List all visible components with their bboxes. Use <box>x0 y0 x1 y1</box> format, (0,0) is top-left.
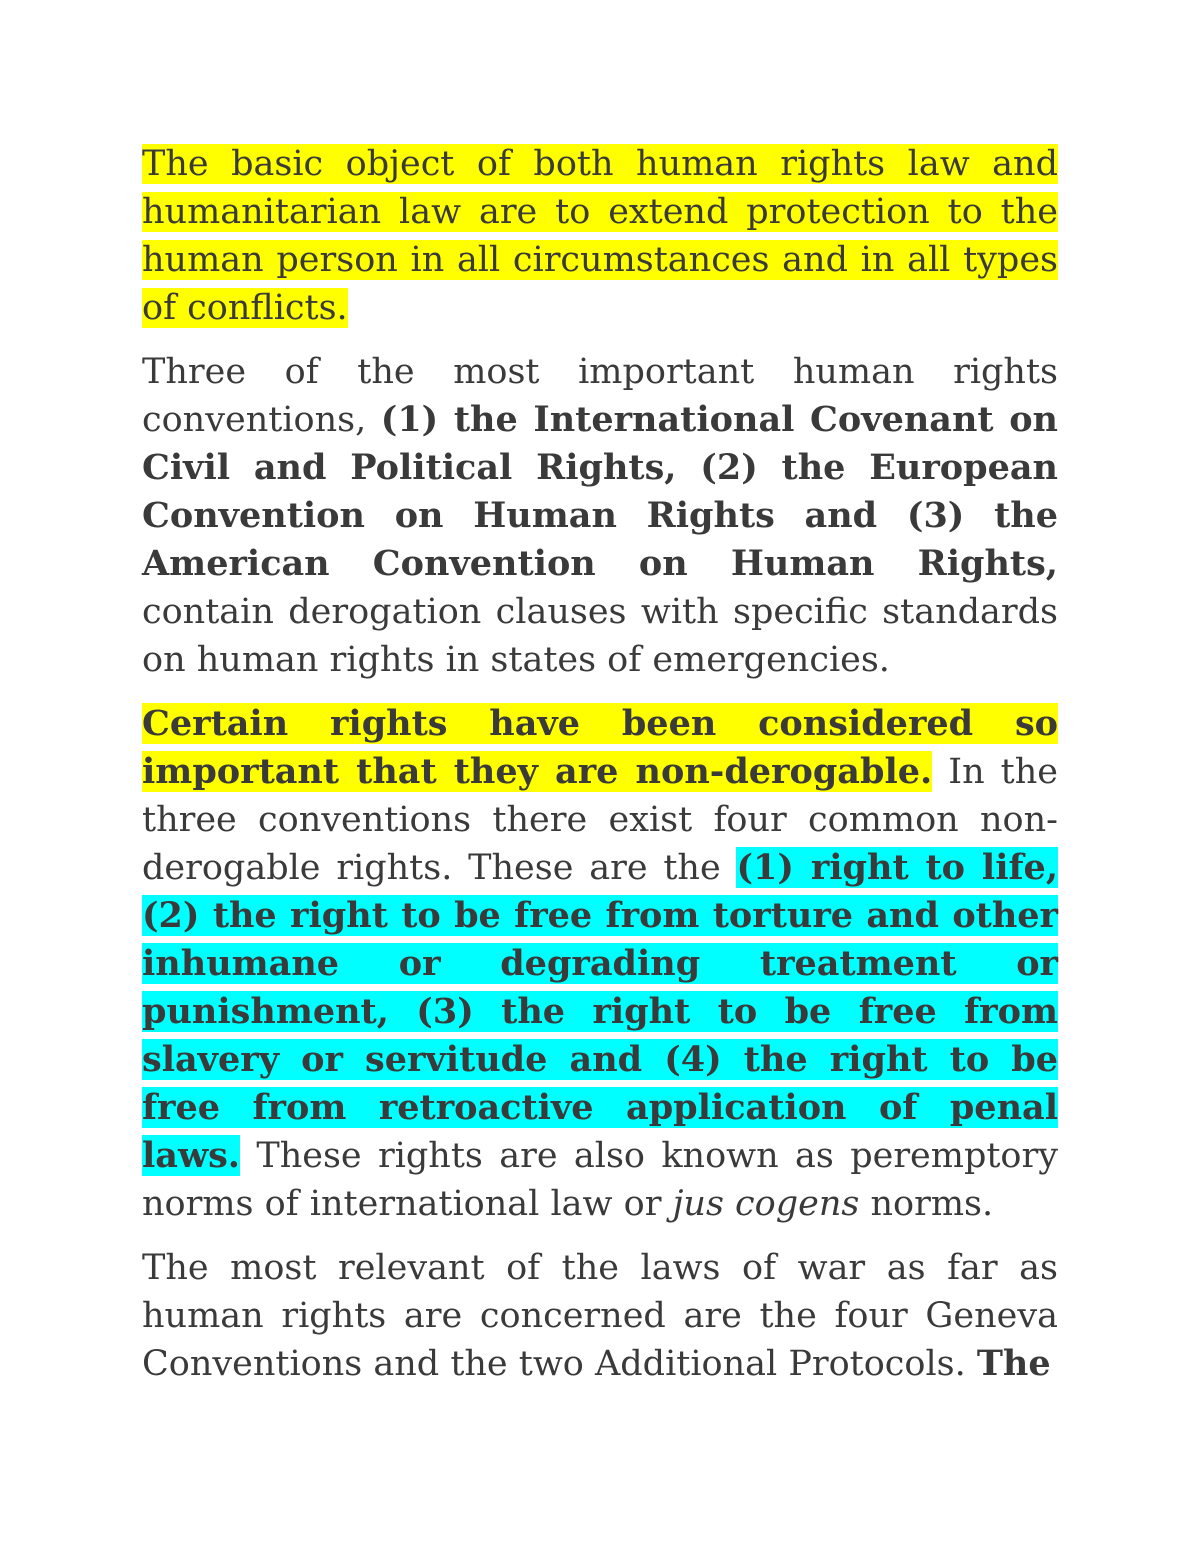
paragraph-2-conventions-list: (1) the International Covenant on Civil and Political Rights, (2) the European Convention on Human Rights and (3) the American Convention on Human Rights, <box>142 399 1058 584</box>
paragraph-non-derogable-rights <box>142 700 1058 1228</box>
paragraph-3-segment-2: In the three conventions there exist four common non-derogable rights. These are the <box>142 752 1059 888</box>
paragraph-derogation-conventions <box>142 348 1058 684</box>
paragraph-object-of-law <box>142 140 1058 332</box>
paragraph-3-segment-4: These rights are also known as peremptory norms of international law or <box>142 1136 1058 1224</box>
paragraph-4-segment-1: The most relevant of the laws of war as far as human rights are concerned are the four Geneva Conventions and the two Additional Protocols. <box>142 1248 1058 1384</box>
document-body <box>142 140 1058 1404</box>
paragraph-3-highlight-statement: Certain rights have been considered so important that they are non-derogable. <box>142 703 1058 792</box>
paragraph-2-segment-1: Three of the most important human rights conventions, <box>142 352 1058 440</box>
paragraph-4-segment-2: The <box>976 1343 1051 1384</box>
paragraph-2-segment-3: contain derogation clauses with specific standards on human rights in states of emergencies. <box>142 592 1058 680</box>
paragraph-1-segment-1: The basic object of both human rights law and humanitarian law are to extend protection to the human person in all circumstances and in all types of conflicts. <box>142 144 1058 328</box>
paragraph-3-rights-list: (1) right to life, (2) the right to be free from torture and other inhumane or degrading treatment or punishment, (3) the right to be free from slavery or servitude and (4) the right to be free from retroactive application of penal laws. <box>142 847 1058 1176</box>
paragraph-3-jus-cogens: jus cogens <box>672 1184 860 1224</box>
paragraph-3-segment-6: norms. <box>859 1184 994 1224</box>
paragraph-laws-of-war <box>142 1244 1058 1388</box>
